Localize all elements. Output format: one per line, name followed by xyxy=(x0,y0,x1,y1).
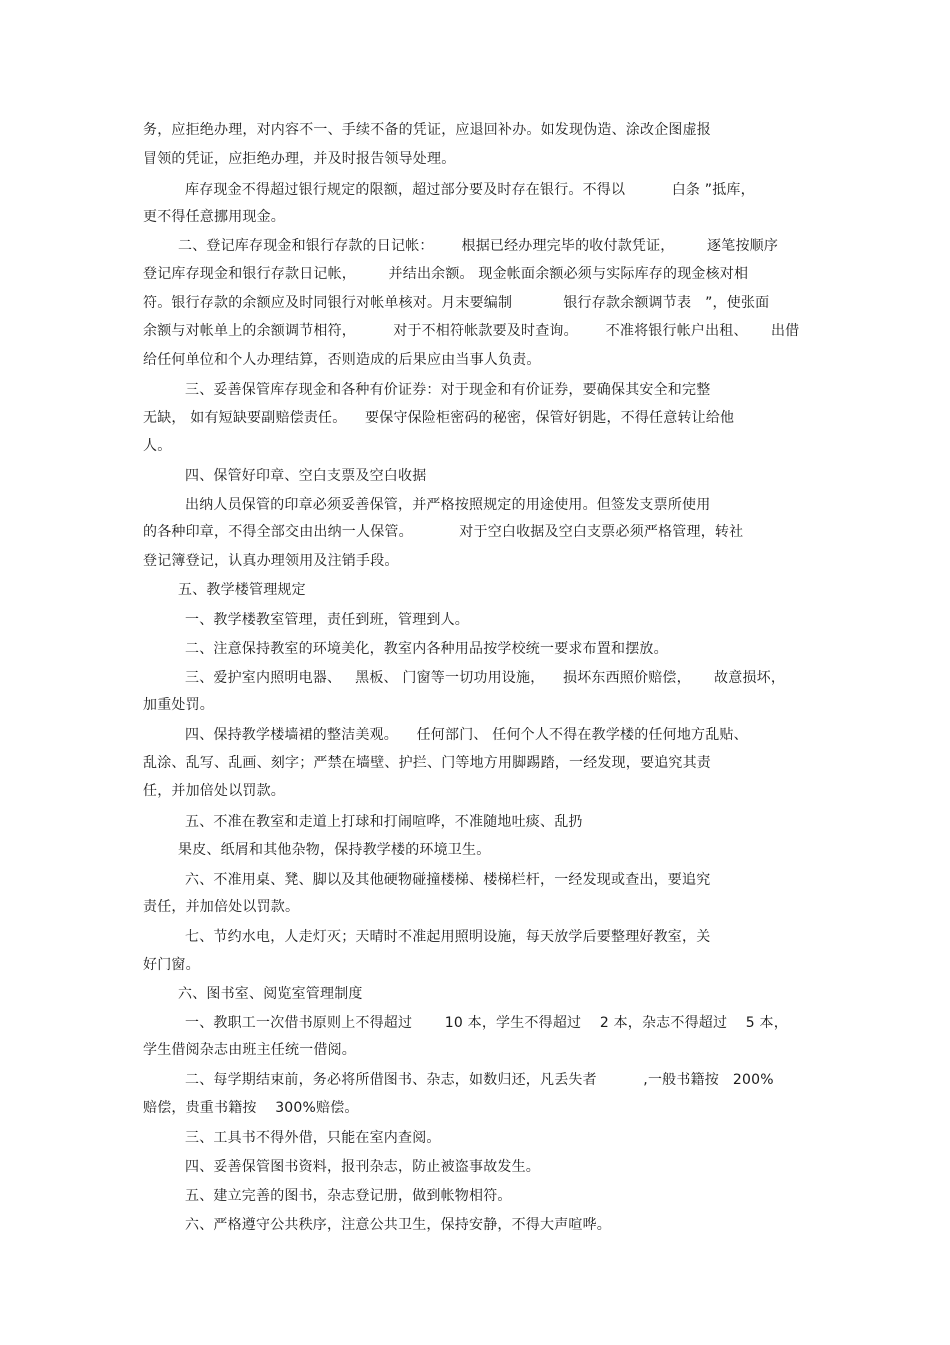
text-line: 赔偿，贵重书籍按 300%赔偿。 xyxy=(143,1100,359,1116)
section-heading: 四、保管好印章、空白支票及空白收据 xyxy=(185,468,427,484)
text-line: 二、登记库存现金和银行存款的日记帐： 根据已经办理完毕的收付款凭证， 逐笔按顺序 xyxy=(178,238,779,254)
text-line: 符。银行存款的余额应及时同银行对帐单核对。月末要编制 银行存款余额调节表 ”，使张面 xyxy=(143,295,770,311)
text-line: 登记簿登记，认真办理领用及注销手段。 xyxy=(143,553,399,569)
text-line: 三、工具书不得外借，只能在室内查阅。 xyxy=(185,1130,441,1146)
text-line: 一、教学楼教室管理，责任到班，管理到人。 xyxy=(185,612,469,628)
text-line: 出纳人员保管的印章必须妥善保管，并严格按照规定的用途使用。但签发支票所使用 xyxy=(185,497,711,513)
text-line: 四、妥善保管图书资料，报刊杂志，防止被盗事故发生。 xyxy=(185,1159,540,1175)
text-line: 的各种印章，不得全部交由出纳一人保管。 对于空白收据及空白支票必须严格管理，转社 xyxy=(143,524,744,540)
text-line: 人。 xyxy=(143,438,172,454)
text-line: 责任，并加倍处以罚款。 xyxy=(143,899,300,915)
text-line: 给任何单位和个人办理结算，否则造成的后果应由当事人负责。 xyxy=(143,352,541,368)
text-line: 五、不准在教室和走道上打球和打闹喧哗，不准随地吐痰、乱扔 xyxy=(185,814,583,830)
text-line: 二、每学期结束前，务必将所借图书、杂志，如数归还，凡丢失者 ,一般书籍按 200% xyxy=(185,1072,774,1088)
text-line: 果皮、纸屑和其他杂物，保持教学楼的环境卫生。 xyxy=(178,842,491,858)
text-line: 乱涂、乱写、乱画、刻字；严禁在墙壁、护拦、门等地方用脚踢踏，一经发现，要追究其责 xyxy=(143,755,711,771)
text-line: 六、不准用桌、凳、脚以及其他硬物碰撞楼梯、楼梯栏杆，一经发现或查出，要追究 xyxy=(185,872,711,888)
text-line: 冒领的凭证，应拒绝办理，并及时报告领导处理。 xyxy=(143,151,456,167)
text-line: 务，应拒绝办理，对内容不一、手续不备的凭证，应退回补办。如发现伪造、涂改企图虚报 xyxy=(143,122,711,138)
text-line: 五、建立完善的图书，杂志登记册，做到帐物相符。 xyxy=(185,1188,512,1204)
text-line: 二、注意保持教室的环境美化，教室内各种用品按学校统一要求布置和摆放。 xyxy=(185,641,668,657)
text-line: 更不得任意挪用现金。 xyxy=(143,209,285,225)
text-line: 七、节约水电，人走灯灭；天晴时不准起用照明设施，每天放学后要整理好教室，关 xyxy=(185,929,711,945)
text-line: 四、保持教学楼墙裙的整洁美观。 任何部门、 任何个人不得在教学楼的任何地方乱贴、 xyxy=(185,727,748,743)
section-heading: 五、教学楼管理规定 xyxy=(178,582,306,598)
text-line: 库存现金不得超过银行规定的限额，超过部分要及时存在银行。不得以 白条 ”抵库， xyxy=(185,182,755,198)
text-line: 好门窗。 xyxy=(143,957,200,973)
text-line: 无缺， 如有短缺要副赔偿责任。 要保守保险柜密码的秘密，保管好钥匙，不得任意转让给他 xyxy=(143,410,735,426)
text-line: 六、严格遵守公共秩序，注意公共卫生，保持安静，不得大声喧哗。 xyxy=(185,1217,611,1233)
text-line: 余额与对帐单上的余额调节相符， 对于不相符帐款要及时查询。 不准将银行帐户出租、 出借 xyxy=(143,323,800,339)
text-line: 登记库存现金和银行存款日记帐， 并结出余额。 现金帐面余额必须与实际库存的现金核对相 xyxy=(143,266,749,282)
text-line: 任，并加倍处以罚款。 xyxy=(143,783,285,799)
text-line: 三、爱护室内照明电器、 黑板、 门窗等一切功用设施， 损坏东西照价赔偿， 故意损坏， xyxy=(185,670,786,686)
text-line: 三、妥善保管库存现金和各种有价证券：对于现金和有价证券，要确保其安全和完整 xyxy=(185,382,711,398)
text-line: 学生借阅杂志由班主任统一借阅。 xyxy=(143,1042,356,1058)
text-line: 加重处罚。 xyxy=(143,697,214,713)
section-heading: 六、图书室、阅览室管理制度 xyxy=(178,986,363,1002)
text-line: 一、教职工一次借书原则上不得超过 10 本，学生不得超过 2 本，杂志不得超过 5 本， xyxy=(185,1015,788,1031)
